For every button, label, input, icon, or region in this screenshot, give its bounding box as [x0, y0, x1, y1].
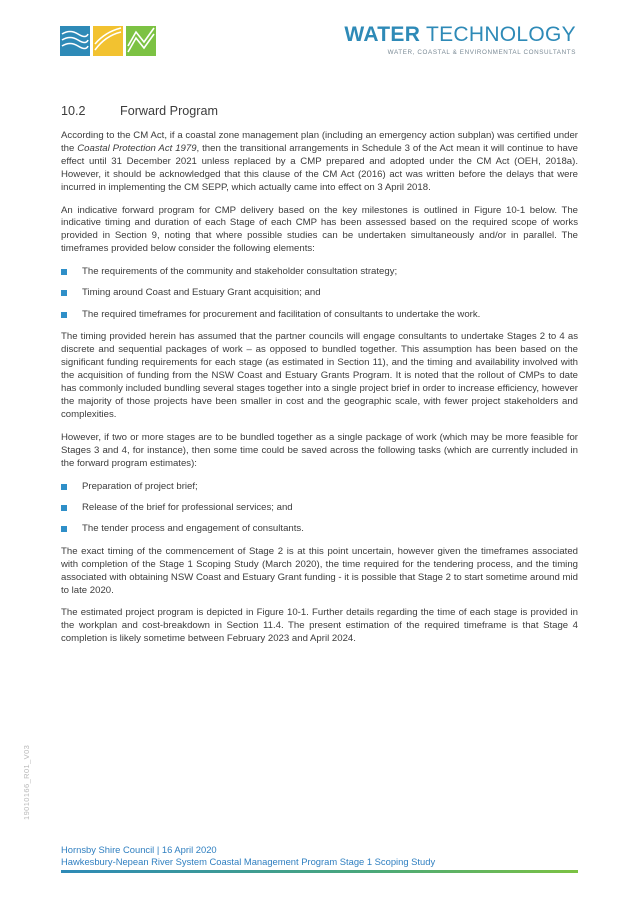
section-heading — [61, 104, 578, 118]
paragraph-5: The exact timing of the commencement of Stage 2 is at this point uncertain, however given the timeframes associated with completion of the Stage 1 Scoping Study (March 2020), the time required for the tendering process, and the timing associated with obtaining NSW Coast and Estuary Grant funding - it is possible that Stage 2 to start sometime around mid to late 2020. — [61, 545, 578, 596]
bullet-square-icon — [61, 526, 67, 532]
paragraph-2: An indicative forward program for CMP delivery based on the key milestones is outlined in Figure 10-1 below. The indicative timing and duration of each Stage of each CMP has been assessed based on the required scope of works provided in Section 9, noting that where possible studies can be undertaken simultaneously and/or in parallel. The timeframes provided below consider the following elements: — [61, 204, 578, 255]
list-item: The tender process and engagement of consultants. — [61, 523, 578, 536]
bullet-square-icon — [61, 290, 67, 296]
bullet-square-icon — [61, 505, 67, 511]
bullet-list-2 — [61, 481, 578, 536]
paragraph-1: According to the CM Act, if a coastal zone management plan (including an emergency action subplan) was certified under the Coastal Protection Act 1979, then the transitional arrangements in Schedule 3 of the Act mean it will continue to have effect until 31 December 2021 unless replaced by a CMP prepared and adopted under the CM Act (OEH, 2018a). However, it should be acknowledged that this clause of the CM Act (2016) act was written before the delays that were incurred in implementing the CM SEPP, which actually came into effect on 3 April 2018. — [61, 130, 578, 193]
footer-divider — [61, 870, 578, 873]
brand-tagline: WATER, COASTAL & ENVIRONMENTAL CONSULTANTS — [387, 49, 576, 56]
paragraph-4: However, if two or more stages are to be bundled together as a single package of work (which may be more feasible for Stages 3 and 4, for instance), then some time could be saved across the following tasks (which are currently included in the forward program estimates): — [61, 431, 578, 469]
act-title: Coastal Protection Act 1979 — [77, 142, 197, 154]
brand-name — [344, 24, 576, 46]
section-title: Forward Program — [120, 104, 218, 118]
list-item: The requirements of the community and stakeholder consultation strategy; — [61, 266, 578, 279]
bullet-square-icon — [61, 484, 67, 490]
footer — [61, 844, 435, 867]
document-code: 19010166_R01_V03 — [22, 744, 31, 820]
brand-name-bold: WATER — [344, 23, 421, 46]
list-item: Release of the brief for professional services; and — [61, 502, 578, 515]
brand-name-light: TECHNOLOGY — [425, 23, 576, 46]
bullet-list-1 — [61, 266, 578, 321]
brand — [344, 24, 576, 56]
paragraph-3: The timing provided herein has assumed that the partner councils will engage consultants to undertake Stages 2 to 4 as discrete and sequential packages of work – as opposed to bundled together. This assumption has been based on the significant funding requirements for each stage (as estimated in Section 11), and the timing and availability involved with the acquisition of funding from the NSW Coast and Estuary Grants Program. It is noted that the rollout of CMPs to date has commonly included bundling several stages together into a single project brief in order to increase efficiency, however the majority of those projects have been smaller in cost and the geographic scale, with fewer project stakeholders and complexities. — [61, 331, 578, 420]
bullet-square-icon — [61, 312, 67, 318]
page-content — [61, 104, 578, 656]
section-number: 10.2 — [61, 104, 86, 118]
footer-line-1: Hornsby Shire Council | 16 April 2020 — [61, 844, 217, 855]
list-item: The required timeframes for procurement and facilitation of consultants to undertake the work. — [61, 309, 578, 322]
bullet-square-icon — [61, 269, 67, 275]
logo-mark — [60, 26, 156, 56]
list-item: Timing around Coast and Estuary Grant acquisition; and — [61, 287, 578, 300]
footer-line-2: Hawkesbury-Nepean River System Coastal Management Program Stage 1 Scoping Study — [61, 855, 436, 867]
list-item: Preparation of project brief; — [61, 481, 578, 494]
paragraph-6: The estimated project program is depicted in Figure 10-1. Further details regarding the time of each stage is provided in the workplan and cost-breakdown in Section 11.4. The present estimation of the required timeframe is that Stage 4 completion is likely sometime between February 2023 and April 2024. — [61, 607, 578, 645]
